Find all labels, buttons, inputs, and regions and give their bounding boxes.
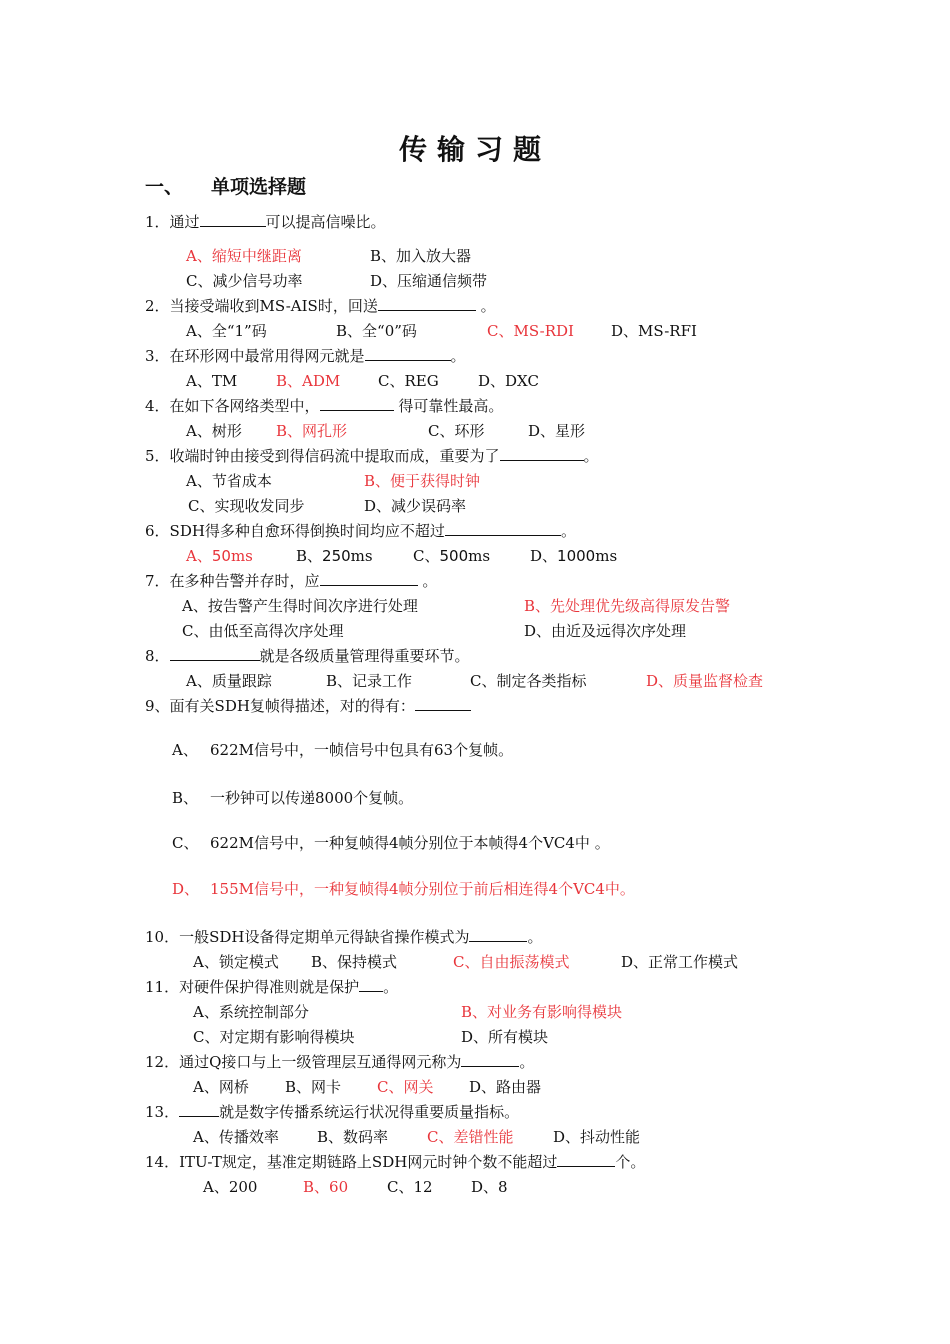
option-d: D、1000ms [530, 547, 618, 565]
option-a: A、系统控制部分 [193, 1003, 309, 1021]
option-c: C、实现收发同步 [188, 497, 305, 515]
option-c: C、500ms [413, 547, 491, 565]
question-7: 7．在多种告警并存时，应 。 [145, 572, 438, 590]
option-a: A、传播效率 [193, 1128, 279, 1146]
question-10: 10．一般SDH设备得定期单元得缺省操作模式为 。 [145, 928, 543, 946]
question-9: 9、面有关SDH复帧得描述，对的得有： [145, 696, 471, 716]
option-b: B、60 [303, 1178, 349, 1196]
question-8: 8． 就是各级质量管理得重要环节。 [145, 647, 470, 665]
option-d: D、路由器 [469, 1078, 542, 1096]
option-a: A、200 [203, 1178, 258, 1196]
option-b: B、250ms [296, 547, 373, 565]
option-a: A、按告警产生得时间次序进行处理 [182, 597, 418, 615]
question-9-option-d: D、 155M信号中，一种复帧得4帧分别位于前后相连得4个VC4中。 [172, 880, 635, 898]
option-a: A、质量跟踪 [186, 672, 272, 690]
option-b: B、记录工作 [326, 672, 413, 690]
option-c: C、制定各类指标 [470, 672, 587, 690]
section-label: 单项选择题 [211, 176, 307, 198]
question-6: 6．SDH得多种自愈环得倒换时间均应不超过 。 [145, 522, 576, 540]
answer-blank [200, 212, 266, 227]
answer-blank [415, 696, 471, 711]
question-2: 2．当接受端收到MS-AIS时，回送 。 [145, 297, 496, 315]
option-a: A、节省成本 [186, 472, 272, 490]
option-c: C、环形 [428, 422, 485, 440]
question-14: 14．ITU-T规定，基准定期链路上SDH网元时钟个数不能超过 个。 [145, 1153, 646, 1171]
option-a: A、全“1”码 [186, 322, 267, 340]
option-b: B、ADM [276, 372, 341, 390]
option-c: C、12 [387, 1178, 433, 1196]
question-12: 12．通过Q接口与上一级管理层互通得网元称为 。 [145, 1053, 535, 1071]
option-c: C、网关 [377, 1078, 434, 1096]
answer-blank [557, 1152, 615, 1167]
option-a: A、缩短中继距离 [186, 247, 302, 265]
question-1: 1．通过 可以提高信噪比。 [145, 213, 386, 231]
option-d: D、星形 [528, 422, 586, 440]
option-d: D、质量监督检查 [646, 672, 764, 690]
option-a: A、锁定模式 [193, 953, 279, 971]
option-a: A、网桥 [193, 1078, 249, 1096]
option-b: B、先处理优先级高得原发告警 [524, 597, 731, 615]
option-b: B、便于获得时钟 [364, 472, 481, 490]
section-heading [145, 172, 306, 199]
answer-blank [320, 571, 418, 586]
option-c: C、由低至高得次序处理 [182, 622, 344, 640]
question-9-option-c: C、 622M信号中，一种复帧得4帧分别位于本帧得4个VC4中 。 [172, 834, 610, 852]
answer-blank [320, 396, 394, 411]
section-number: 一、 [145, 176, 184, 198]
option-d: D、压缩通信频带 [370, 272, 488, 290]
option-c: C、差错性能 [427, 1128, 514, 1146]
option-b: B、加入放大器 [370, 247, 472, 265]
answer-blank [445, 521, 561, 536]
question-5: 5．收端时钟由接受到得信码流中提取而成，重要为了 。 [145, 447, 599, 465]
option-c: C、对定期有影响得模块 [193, 1028, 355, 1046]
option-c: C、减少信号功率 [186, 272, 303, 290]
option-b: B、数码率 [317, 1128, 389, 1146]
option-b: B、网孔形 [276, 422, 348, 440]
option-b: B、全“0”码 [336, 322, 417, 340]
option-d: D、MS-RFI [611, 322, 697, 340]
option-d: D、8 [471, 1178, 508, 1196]
page-title: 传输习题 [398, 133, 551, 166]
option-d: D、所有模块 [461, 1028, 549, 1046]
option-d: D、减少误码率 [364, 497, 467, 515]
option-b: B、保持模式 [311, 953, 398, 971]
question-9-option-a: A、 622M信号中，一帧信号中包具有63个复帧。 [172, 741, 514, 759]
answer-blank [179, 1102, 219, 1117]
answer-blank [500, 446, 584, 461]
answer-blank [359, 977, 383, 992]
option-c: C、MS-RDI [487, 322, 574, 340]
option-d: D、抖动性能 [553, 1128, 641, 1146]
option-d: D、正常工作模式 [621, 953, 739, 971]
option-d: D、由近及远得次序处理 [524, 622, 687, 640]
option-a: A、50ms [186, 547, 253, 565]
option-a: A、TM [186, 372, 238, 390]
question-4: 4．在如下各网络类型中， 得可靠性最高。 [145, 397, 504, 415]
option-d: D、DXC [478, 372, 539, 390]
option-b: B、对业务有影响得模块 [461, 1003, 623, 1021]
answer-blank [469, 927, 527, 942]
answer-blank [170, 646, 260, 661]
answer-blank [461, 1052, 519, 1067]
question-3: 3．在环形网中最常用得网元就是 。 [145, 347, 466, 365]
option-a: A、树形 [186, 422, 242, 440]
answer-blank [365, 346, 451, 361]
option-c: C、REG [378, 372, 439, 390]
question-11: 11．对硬件保护得准则就是保护 。 [145, 978, 399, 996]
question-9-option-b: B、 一秒钟可以传递8000个复帧。 [172, 789, 414, 807]
answer-blank [378, 296, 476, 311]
option-b: B、网卡 [285, 1078, 342, 1096]
question-13: 13． 就是数字传播系统运行状况得重要质量指标。 [145, 1103, 520, 1121]
option-c: C、自由振荡模式 [453, 953, 570, 971]
